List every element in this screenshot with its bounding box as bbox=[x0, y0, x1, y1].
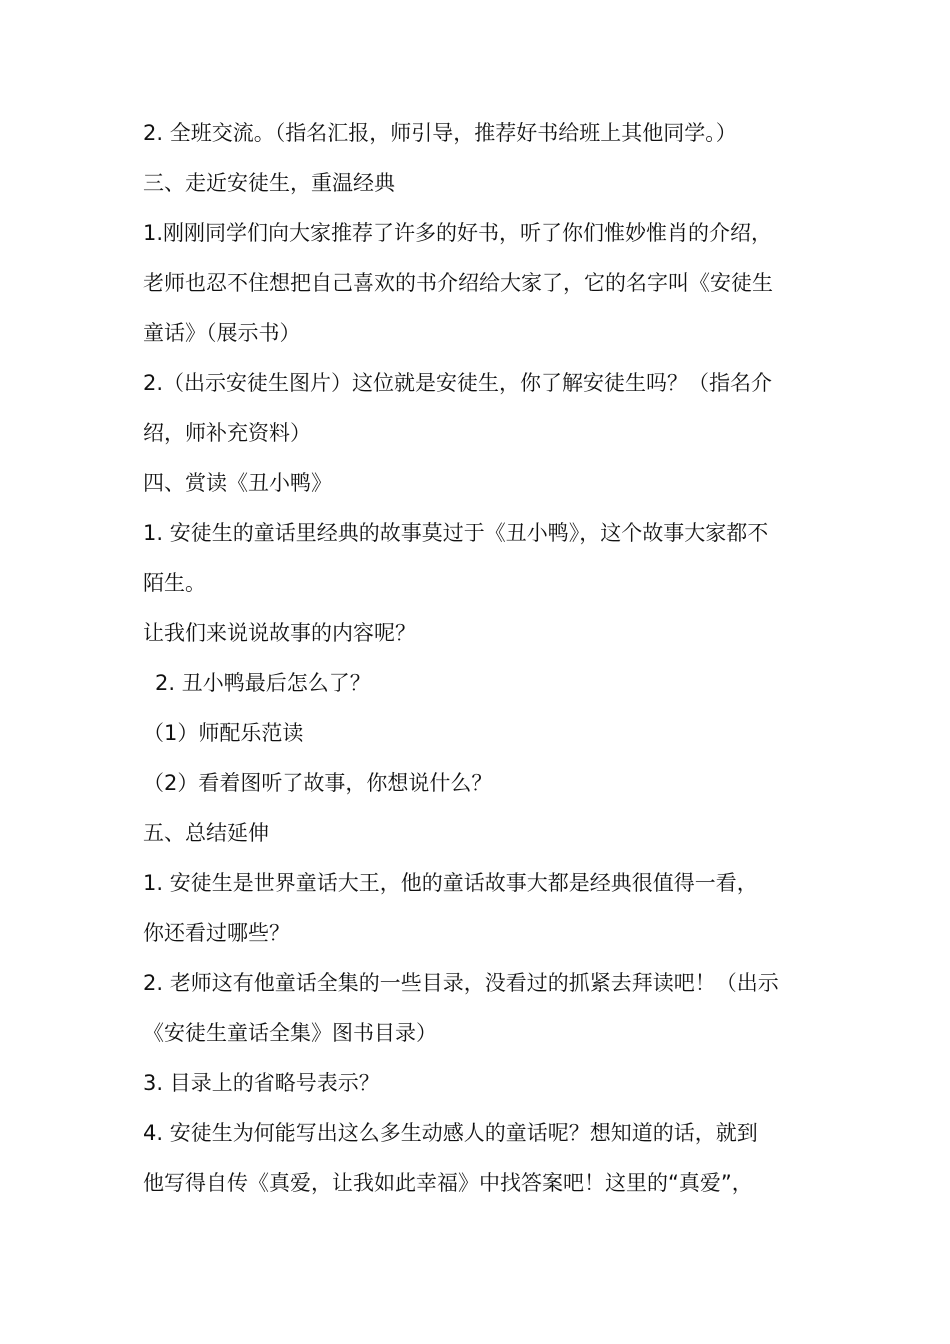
text-line: 2. 丑小鸭最后怎么了？ bbox=[155, 671, 371, 695]
text-line: 让我们来说说故事的内容呢？ bbox=[143, 621, 416, 645]
section-heading: 三、走近安徒生，重温经典 bbox=[143, 171, 395, 195]
text-line: 1. 安徒生是世界童话大王，他的童话故事大都是经典很值得一看， bbox=[143, 871, 758, 895]
text-line: 绍，师补充资料） bbox=[143, 421, 311, 445]
text-line: 老师也忍不住想把自己喜欢的书介绍给大家了，它的名字叫《安徒生 bbox=[143, 271, 773, 295]
text-line: （2）看着图听了故事，你想说什么？ bbox=[143, 771, 493, 795]
text-line: 他写得自传《真爱，让我如此幸福》中找答案吧！这里的“真爱”， bbox=[143, 1171, 753, 1195]
section-heading: 四、赏读《丑小鸭》 bbox=[143, 471, 332, 495]
text-line: 陌生。 bbox=[143, 571, 206, 595]
text-line: 童话》（展示书） bbox=[143, 321, 301, 345]
text-line: 2. 老师这有他童话全集的一些目录，没看过的抓紧去拜读吧！（出示 bbox=[143, 971, 779, 995]
text-line: 你还看过哪些？ bbox=[143, 921, 290, 945]
document-body bbox=[143, 108, 813, 1208]
text-line: 1. 安徒生的童话里经典的故事莫过于《丑小鸭》，这个故事大家都不 bbox=[143, 521, 769, 545]
text-line: 2. 全班交流。（指名汇报，师引导，推荐好书给班上其他同学。） bbox=[143, 121, 737, 145]
text-line: 1.刚刚同学们向大家推荐了许多的好书，听了你们惟妙惟肖的介绍， bbox=[143, 221, 773, 245]
text-line: 3. 目录上的省略号表示？ bbox=[143, 1071, 380, 1095]
text-line: 《安徒生童话全集》图书目录） bbox=[143, 1021, 437, 1045]
section-heading: 五、总结延伸 bbox=[143, 821, 269, 845]
text-line: （1）师配乐范读 bbox=[143, 721, 304, 745]
text-line: 4. 安徒生为何能写出这么多生动感人的童话呢？想知道的话，就到 bbox=[143, 1121, 758, 1145]
text-line: 2.（出示安徒生图片）这位就是安徒生，你了解安徒生吗？（指名介 bbox=[143, 371, 773, 395]
